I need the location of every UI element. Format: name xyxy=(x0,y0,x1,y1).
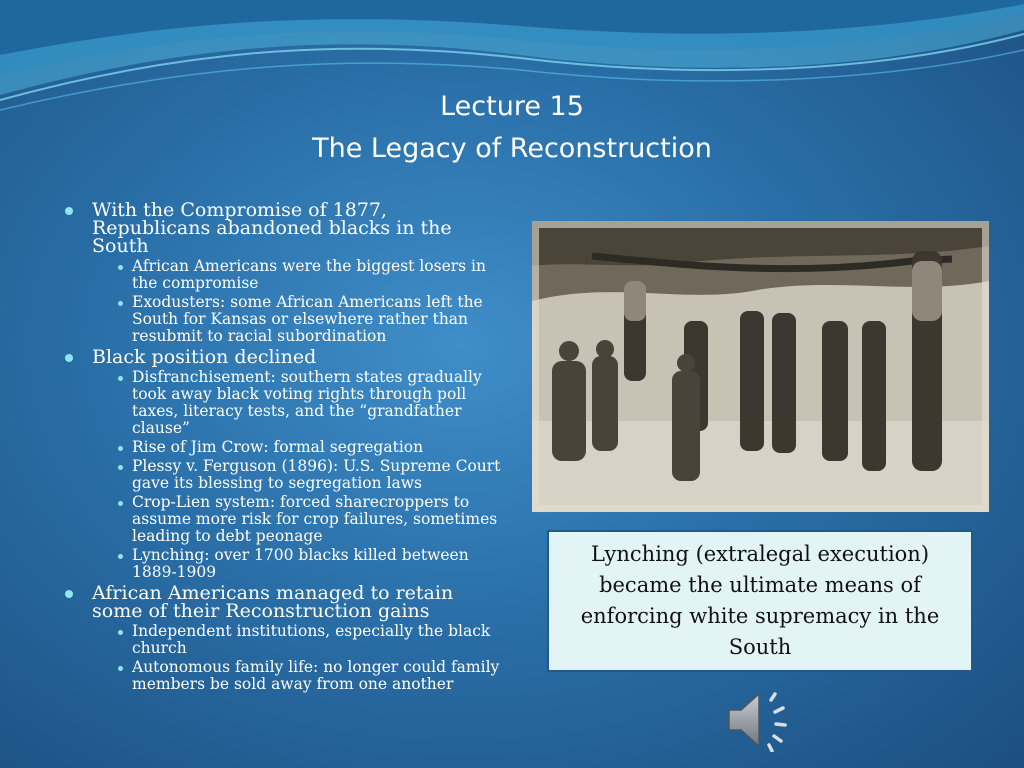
sub-bullet-item: African Americans were the biggest losers in the compromise xyxy=(92,258,502,292)
speaker-icon[interactable] xyxy=(725,688,795,752)
sub-bullet-item: Exodusters: some African Americans left the South for Kansas or elsewhere rather than resubmit to racial subordination xyxy=(92,294,502,345)
caption-box xyxy=(547,530,973,672)
sub-bullet-item: Plessy v. Ferguson (1896): U.S. Supreme Court gave its blessing to segregation laws xyxy=(92,458,502,492)
sub-bullet-item: Disfranchisement: southern states gradually took away black voting rights through poll taxes, literacy tests, and the “grandfather clause” xyxy=(92,369,502,437)
bullet-item xyxy=(62,348,502,581)
bullet-item xyxy=(62,201,502,345)
sub-bullet-item: Autonomous family life: no longer could family members be sold away from one another xyxy=(92,659,502,693)
title-line-2: The Legacy of Reconstruction xyxy=(312,133,712,164)
bullet-list xyxy=(62,198,502,695)
title-line-1: Lecture 15 xyxy=(440,91,584,122)
bullet-text: African Americans managed to retain some of their Reconstruction gains xyxy=(92,582,454,622)
bullet-text: Black position declined xyxy=(92,346,317,368)
sub-bullet-item: Lynching: over 1700 blacks killed between 1889-1909 xyxy=(92,547,502,581)
caption-text: Lynching (extralegal execution) became the ultimate means of enforcing white supremacy in the South xyxy=(580,542,940,659)
sub-bullet-item: Crop-Lien system: forced sharecroppers to assume more risk for crop failures, sometimes leading to debt peonage xyxy=(92,494,502,545)
photo-illustration xyxy=(532,221,989,512)
sub-bullet-item: Independent institutions, especially the black church xyxy=(92,623,502,657)
slide-title xyxy=(200,86,824,170)
historical-photo xyxy=(532,221,989,512)
bullet-item xyxy=(62,584,502,693)
bullet-text: With the Compromise of 1877, Republicans abandoned blacks in the South xyxy=(92,199,452,257)
sub-bullet-item: Rise of Jim Crow: formal segregation xyxy=(92,439,502,456)
